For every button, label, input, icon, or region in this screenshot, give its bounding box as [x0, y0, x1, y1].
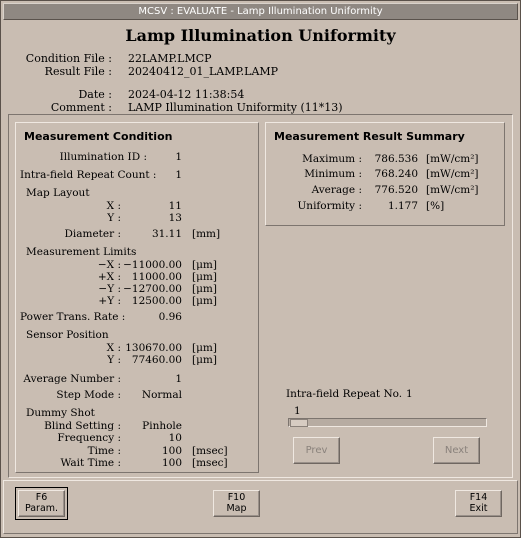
plus-y-value: 12500.00	[131, 295, 182, 307]
date-value: 2024-04-12 11:38:54	[128, 88, 245, 101]
frequency-value: 10	[168, 432, 182, 444]
diameter-value: 31.11	[151, 228, 182, 240]
uniformity-value: 1.177	[387, 200, 418, 212]
maximum-unit: [mW/cm²]	[426, 153, 479, 165]
minus-x-unit: [μm]	[192, 259, 217, 271]
diameter-unit: [mm]	[192, 228, 221, 240]
repeat-count-value: 1	[175, 169, 182, 181]
repeat-no-label: Intra-field Repeat No.	[286, 388, 403, 400]
result-file-label: Result File :	[44, 65, 112, 78]
time-unit: [msec]	[192, 445, 228, 457]
minus-y-label: −Y :	[98, 283, 121, 295]
sensor-position-label: Sensor Position	[26, 329, 109, 341]
wait-time-label: Wait Time :	[60, 457, 121, 469]
measurement-limits-label: Measurement Limits	[26, 246, 137, 258]
minimum-unit: [mW/cm²]	[426, 168, 479, 180]
uniformity-unit: [%]	[426, 200, 445, 212]
window-title-bar[interactable]: MCSV : EVALUATE - Lamp Illumination Uniformity	[3, 3, 518, 20]
plus-y-label: +Y :	[98, 295, 121, 307]
comment-label: Comment :	[50, 101, 112, 114]
minus-x-label: −X :	[97, 259, 121, 271]
plus-x-value: 11000.00	[131, 271, 182, 283]
wait-time-value: 100	[161, 457, 182, 469]
blind-setting-value: Pinhole	[142, 420, 182, 432]
frequency-label: Frequency :	[57, 432, 121, 444]
next-button[interactable]: Next	[433, 437, 480, 464]
date-label: Date :	[78, 88, 112, 101]
minus-y-value: −12700.00	[123, 283, 182, 295]
result-summary-title: Measurement Result Summary	[274, 130, 465, 143]
map-y-value: 13	[168, 212, 182, 224]
map-y-label: Y :	[107, 212, 121, 224]
map-x-label: X :	[106, 200, 121, 212]
diameter-label: Diameter :	[64, 228, 121, 240]
minus-x-value: −11000.00	[123, 259, 182, 271]
f6-param-button[interactable]	[18, 490, 65, 517]
illumination-id-label: Illumination ID :	[59, 151, 147, 163]
result-file-value: 20240412_01_LAMP.LAMP	[128, 65, 279, 78]
maximum-label: Maximum :	[302, 153, 362, 165]
sensor-x-value: 130670.00	[125, 342, 182, 354]
average-label: Average :	[311, 184, 362, 196]
average-unit: [mW/cm²]	[426, 184, 479, 196]
power-trans-rate-label: Power Trans. Rate :	[20, 311, 126, 323]
maximum-value: 786.536	[374, 153, 418, 165]
sensor-x-label: X :	[106, 342, 121, 354]
average-number-label: Average Number :	[23, 373, 121, 385]
average-number-value: 1	[175, 373, 182, 385]
prev-button[interactable]: Prev	[293, 437, 340, 464]
minimum-value: 768.240	[374, 168, 418, 180]
f6-param-label: Param.	[24, 503, 59, 514]
condition-file-value: 22LAMP.LMCP	[128, 52, 212, 65]
condition-file-label: Condition File :	[25, 52, 112, 65]
illumination-id-value: 1	[175, 151, 182, 163]
slider-value: 1	[294, 405, 301, 417]
f10-map-button[interactable]	[213, 490, 260, 517]
function-key-bar	[3, 480, 518, 534]
time-value: 100	[161, 445, 182, 457]
repeat-slider[interactable]	[288, 418, 487, 427]
power-trans-rate-value: 0.96	[158, 311, 182, 323]
wait-time-unit: [msec]	[192, 457, 228, 469]
uniformity-label: Uniformity :	[297, 200, 362, 212]
f10-map-label: Map	[226, 503, 247, 514]
measurement-condition-title: Measurement Condition	[24, 130, 173, 143]
f14-exit-button[interactable]	[455, 490, 502, 517]
step-mode-label: Step Mode :	[56, 389, 121, 401]
comment-value: LAMP Illumination Uniformity (11*13)	[128, 101, 343, 114]
f10-key-label: F10	[227, 492, 246, 503]
map-x-value: 11	[168, 200, 182, 212]
minimum-label: Minimum :	[304, 168, 362, 180]
dummy-shot-label: Dummy Shot	[26, 407, 95, 419]
plus-y-unit: [μm]	[192, 295, 217, 307]
sensor-y-value: 77460.00	[131, 354, 182, 366]
blind-setting-label: Blind Setting :	[44, 420, 121, 432]
plus-x-unit: [μm]	[192, 271, 217, 283]
time-label: Time :	[87, 445, 121, 457]
repeat-count-label: Intra-field Repeat Count :	[20, 169, 157, 181]
sensor-y-label: Y :	[107, 354, 121, 366]
page-title: Lamp Illumination Uniformity	[125, 26, 396, 45]
sensor-y-unit: [μm]	[192, 354, 217, 366]
repeat-slider-thumb[interactable]	[290, 419, 308, 427]
f14-key-label: F14	[469, 492, 488, 503]
minus-y-unit: [μm]	[192, 283, 217, 295]
map-layout-label: Map Layout	[26, 187, 90, 199]
repeat-no-value: 1	[406, 388, 413, 400]
step-mode-value: Normal	[141, 389, 182, 401]
sensor-x-unit: [μm]	[192, 342, 217, 354]
plus-x-label: +X :	[97, 271, 121, 283]
f6-key-label: F6	[35, 492, 48, 503]
average-value: 776.520	[374, 184, 418, 196]
f14-exit-label: Exit	[469, 503, 488, 514]
